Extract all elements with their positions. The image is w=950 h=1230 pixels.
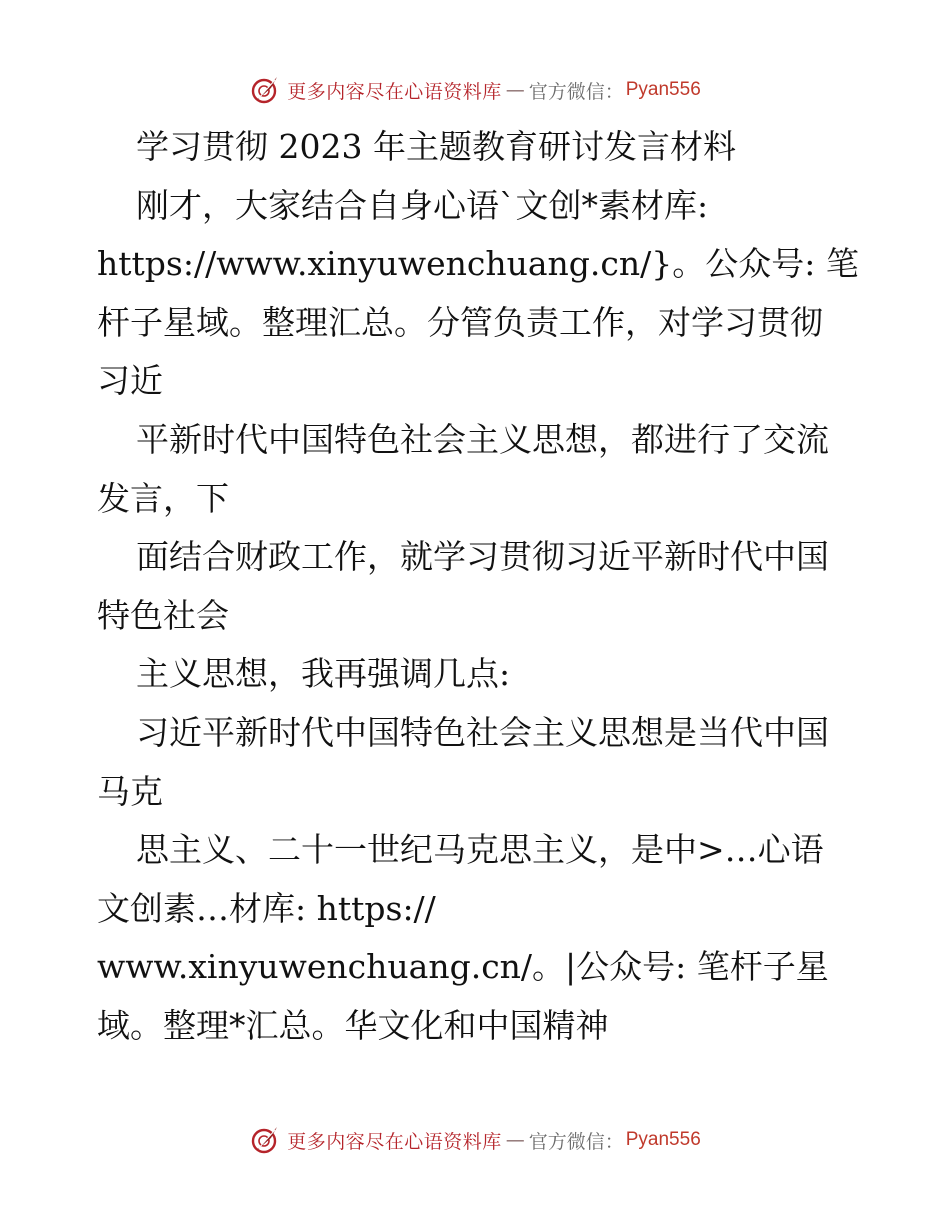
text-line: 文创素…材库: https:// [97, 888, 436, 928]
text-line: 习近 [97, 361, 163, 401]
text-line: 面结合财政工作，就学习贯彻习近平新时代中国 [136, 537, 829, 577]
banner-brand-text: 更多内容尽在心语资料库 [287, 1130, 502, 1153]
text-line: 刚才，大家结合自身心语`文创*素材库: [136, 185, 709, 225]
banner-dash: — [505, 1129, 525, 1151]
text-line: 主义思想，我再强调几点: [136, 654, 511, 694]
document-title: 学习贯彻 2023 年主题教育研讨发言材料 [136, 127, 736, 166]
banner-wechat-label: 官方微信： [528, 80, 624, 103]
banner-wechat-id: Pyan556 [625, 1129, 701, 1150]
header-watermark-banner [0, 70, 950, 110]
banner-wechat-label: 官方微信： [528, 1130, 624, 1153]
text-line: 发言，下 [97, 478, 229, 518]
banner-brand-text: 更多内容尽在心语资料库 [287, 80, 502, 103]
text-line: 杆子星域。整理汇总。分管负责工作，对学习贯彻 [97, 302, 823, 342]
text-line: 马克 [97, 771, 163, 811]
banner-wechat-id: Pyan556 [625, 79, 701, 100]
text-line: 域。整理*汇总。华文化和中国精神 [97, 1005, 609, 1045]
text-line: 思主义、二十一世纪马克思主义，是中>…心语 [136, 830, 824, 870]
text-line: 习近平新时代中国特色社会主义思想是当代中国 [136, 712, 829, 752]
footer-watermark-banner [0, 1120, 950, 1160]
quill-logo-icon [249, 1124, 281, 1156]
text-line: https://www.xinyuwenchuang.cn/}。公众号: 笔 [97, 244, 859, 284]
text-line: 平新时代中国特色社会主义思想，都进行了交流 [136, 419, 829, 459]
text-line: www.xinyuwenchuang.cn/。|公众号: 笔杆子星 [97, 947, 829, 987]
banner-dash: — [505, 79, 525, 101]
text-line: 特色社会 [97, 595, 229, 635]
document-body [97, 118, 857, 1056]
quill-logo-icon [249, 74, 281, 106]
